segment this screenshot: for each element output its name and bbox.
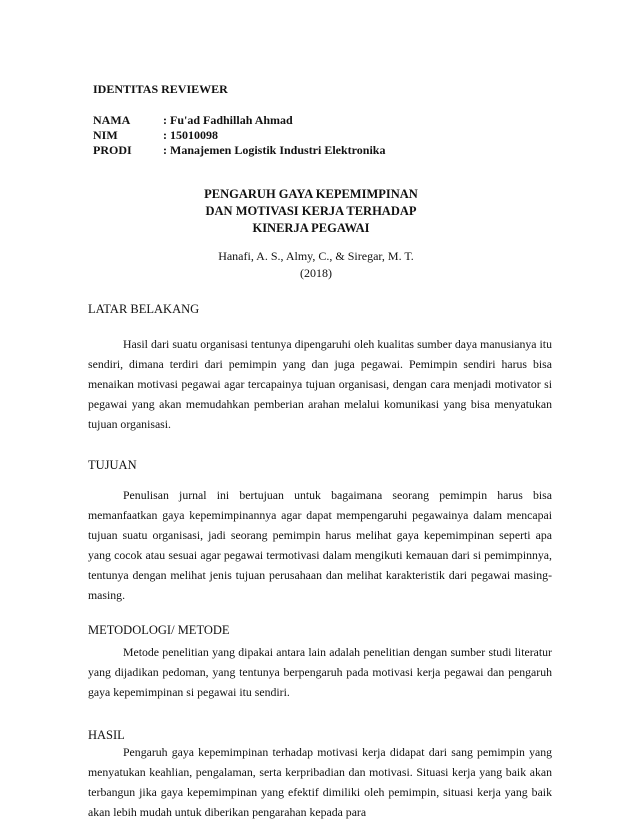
title-line: KINERJA PEGAWAI — [252, 221, 370, 235]
paragraph: Penulisan jurnal ini bertujuan untuk bagaimana seorang pemimpin harus bisa memanfaatkan gaya kepemimpinannya agar dapat mempengaruhi pegawainya dalam mencapai tujuan suatu organisasi, jadi seorang pemimpin harus melihat gaya kepemimpinan seperti apa yang cocok atau sesuai agar pegawai termotivasi dalam mengikuti kemauan dari si pemimpinnya, tentunya dengan melihat jenis tujuan perusahaan dan melihat karakteristik dari pegawai masing-masing. — [88, 488, 552, 602]
row-value: : Manajemen Logistik Industri Elektronika — [163, 143, 386, 157]
title-line: PENGARUH GAYA KEPEMIMPINAN — [204, 187, 418, 201]
title-line: DAN MOTIVASI KERJA TERHADAP — [205, 204, 417, 218]
reviewer-row-nim — [93, 128, 218, 143]
row-value: : Fu'ad Fadhillah Ahmad — [163, 113, 293, 127]
section-heading-tujuan: TUJUAN — [88, 458, 137, 472]
section-body-metode — [88, 642, 552, 702]
paper-title — [190, 186, 432, 237]
section-heading-hasil: HASIL — [88, 728, 125, 742]
row-value: : 15010098 — [163, 128, 218, 142]
row-key: PRODI — [93, 143, 132, 157]
section-body-tujuan — [88, 485, 552, 605]
reviewer-row-prodi — [93, 143, 385, 158]
section-body-latar-belakang — [88, 334, 552, 434]
row-key: NIM — [93, 128, 118, 142]
section-heading-metode: METODOLOGI/ METODE — [88, 623, 230, 637]
paper-year: (2018) — [300, 266, 332, 280]
section-heading-latar-belakang: LATAR BELAKANG — [88, 302, 200, 316]
paper-citation — [200, 248, 432, 282]
paragraph: Metode penelitian yang dipakai antara lain adalah penelitian dengan sumber studi literatur yang dijadikan pedoman, yang tentunya berpengaruh pada motivasi kerja pegawai dan pengaruh gaya kepemimpinan si pegawai itu sendiri. — [88, 645, 552, 699]
paper-authors: Hanafi, A. S., Almy, C., & Siregar, M. T. — [218, 249, 414, 263]
row-key: NAMA — [93, 113, 131, 127]
paragraph: Hasil dari suatu organisasi tentunya dipengaruhi oleh kualitas sumber daya manusianya itu sendiri, dimana terdiri dari pemimpin yang dan juga pegawai. Pemimpin sendiri harus bisa menaikan motivasi pegawai agar tercapainya tujuan organisasi, dengan cara menjadi motivator si pegawai yang akan memudahkan pemberian arahan melalui komunikasi yang bisa menyatukan tujuan organisasi. — [88, 337, 552, 431]
reviewer-row-name — [93, 113, 293, 128]
section-body-hasil — [88, 742, 552, 822]
paragraph: Pengaruh gaya kepemimpinan terhadap motivasi kerja didapat dari sang pemimpin yang menyatukan keahlian, pengalaman, serta kerpribadian dan motivasi. Situasi kerja yang baik akan terbangun jika gaya kepemimpinan yang efektif dimiliki oleh pemimpin, situasi kerja yang baik akan lebih mudah untuk diberikan pengarahan kepada para — [88, 745, 552, 819]
reviewer-heading: IDENTITAS REVIEWER — [93, 82, 228, 96]
